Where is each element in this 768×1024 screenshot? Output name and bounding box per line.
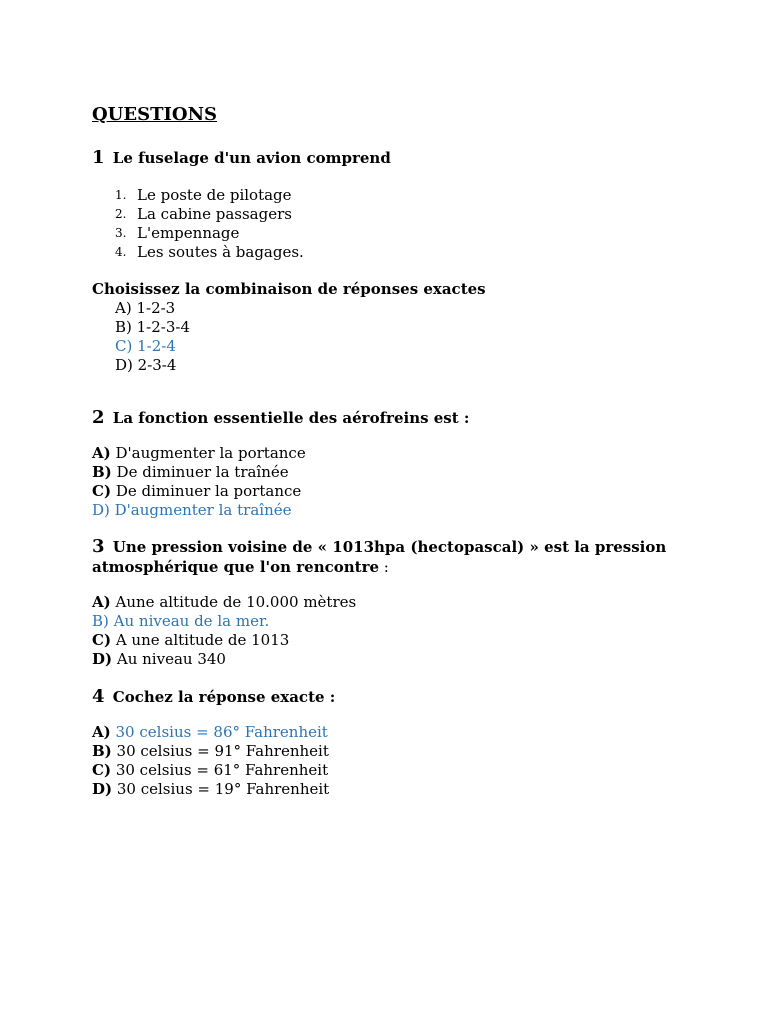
option-letter: D) bbox=[92, 650, 113, 668]
page-title: QUESTIONS bbox=[92, 104, 218, 125]
answer-option bbox=[92, 463, 712, 482]
question-text: Le fuselage d'un avion comprend bbox=[112, 149, 391, 167]
option-text: 30 celsius = 61° Fahrenheit bbox=[111, 761, 329, 779]
option-letter: C) bbox=[92, 482, 112, 500]
option-letter: A) bbox=[92, 444, 111, 462]
option-text: De diminuer la traînée bbox=[111, 463, 289, 481]
question-4-heading bbox=[92, 687, 712, 707]
answer-option: B) 1-2-3-4 bbox=[115, 318, 191, 336]
option-letter: B) bbox=[92, 742, 112, 760]
option-letter: D) bbox=[92, 780, 113, 798]
list-item-number: 2. bbox=[115, 207, 127, 221]
question-number: 4 bbox=[92, 686, 105, 707]
q4-options bbox=[92, 723, 712, 799]
answer-option bbox=[92, 761, 712, 780]
list-item-number: 1. bbox=[115, 188, 127, 202]
list-item-number: 3. bbox=[115, 226, 127, 240]
option-text: D'augmenter la traînée bbox=[109, 501, 292, 519]
list-item-text: La cabine passagers bbox=[137, 205, 292, 223]
option-text: A une altitude de 1013 bbox=[111, 631, 290, 649]
option-text: De diminuer la portance bbox=[111, 482, 302, 500]
answer-option-correct: C) 1-2-4 bbox=[115, 337, 176, 355]
option-letter: B) bbox=[92, 612, 109, 630]
question-4 bbox=[92, 687, 712, 799]
option-letter: C) bbox=[92, 761, 112, 779]
question-2 bbox=[92, 408, 712, 520]
q3-options bbox=[92, 593, 712, 669]
option-text: 30 celsius = 91° Fahrenheit bbox=[111, 742, 329, 760]
question-text: La fonction essentielle des aérofreins est : bbox=[112, 409, 470, 427]
option-letter: A) bbox=[92, 593, 111, 611]
list-item-number: 4. bbox=[115, 245, 127, 259]
option-text: 30 celsius = 86° Fahrenheit bbox=[110, 723, 328, 741]
question-1-heading bbox=[92, 148, 712, 168]
list-item-text: Les soutes à bagages. bbox=[137, 243, 304, 261]
question-text-line-1: Une pression voisine de « 1013hpa (hectopascal) » est la pression bbox=[112, 538, 667, 556]
question-number: 2 bbox=[92, 407, 105, 428]
answer-option bbox=[92, 780, 712, 799]
q1-item-list bbox=[92, 186, 712, 262]
answer-option bbox=[92, 444, 712, 463]
list-item-text: Le poste de pilotage bbox=[137, 186, 292, 204]
question-text-line-2: atmosphérique que l'on rencontre bbox=[92, 558, 380, 576]
answer-option-correct bbox=[92, 501, 712, 520]
answer-option bbox=[92, 593, 712, 612]
combination-prompt: Choisissez la combinaison de réponses exactes bbox=[92, 280, 486, 298]
question-1 bbox=[92, 148, 712, 375]
question-text: Cochez la réponse exacte : bbox=[112, 688, 336, 706]
question-3-heading bbox=[92, 537, 712, 577]
answer-option bbox=[92, 631, 712, 650]
document-page bbox=[92, 104, 712, 799]
option-text: Au niveau 340 bbox=[112, 650, 226, 668]
question-number: 1 bbox=[92, 147, 105, 168]
option-letter: C) bbox=[92, 631, 112, 649]
question-number: 3 bbox=[92, 536, 105, 557]
question-text-trail: : bbox=[379, 558, 389, 576]
list-item bbox=[115, 205, 712, 224]
option-text: Aune altitude de 10.000 mètres bbox=[110, 593, 357, 611]
answer-option bbox=[92, 482, 712, 501]
list-item bbox=[115, 186, 712, 205]
answer-option: A) 1-2-3 bbox=[115, 299, 176, 317]
answer-option-correct bbox=[92, 612, 712, 631]
answer-option bbox=[92, 742, 712, 761]
option-text: 30 celsius = 19° Fahrenheit bbox=[112, 780, 330, 798]
option-text: D'augmenter la portance bbox=[110, 444, 306, 462]
answer-option: D) 2-3-4 bbox=[115, 356, 177, 374]
option-letter: A) bbox=[92, 723, 111, 741]
option-text: Au niveau de la mer. bbox=[108, 612, 270, 630]
list-item bbox=[115, 243, 712, 262]
question-2-heading bbox=[92, 408, 712, 428]
q1-options bbox=[92, 299, 712, 375]
list-item bbox=[115, 224, 712, 243]
list-item-text: L'empennage bbox=[137, 224, 240, 242]
answer-option bbox=[92, 650, 712, 669]
q2-options bbox=[92, 444, 712, 520]
answer-option-correct bbox=[92, 723, 712, 742]
option-letter: B) bbox=[92, 463, 112, 481]
option-letter: D) bbox=[92, 501, 110, 519]
question-3 bbox=[92, 537, 712, 669]
